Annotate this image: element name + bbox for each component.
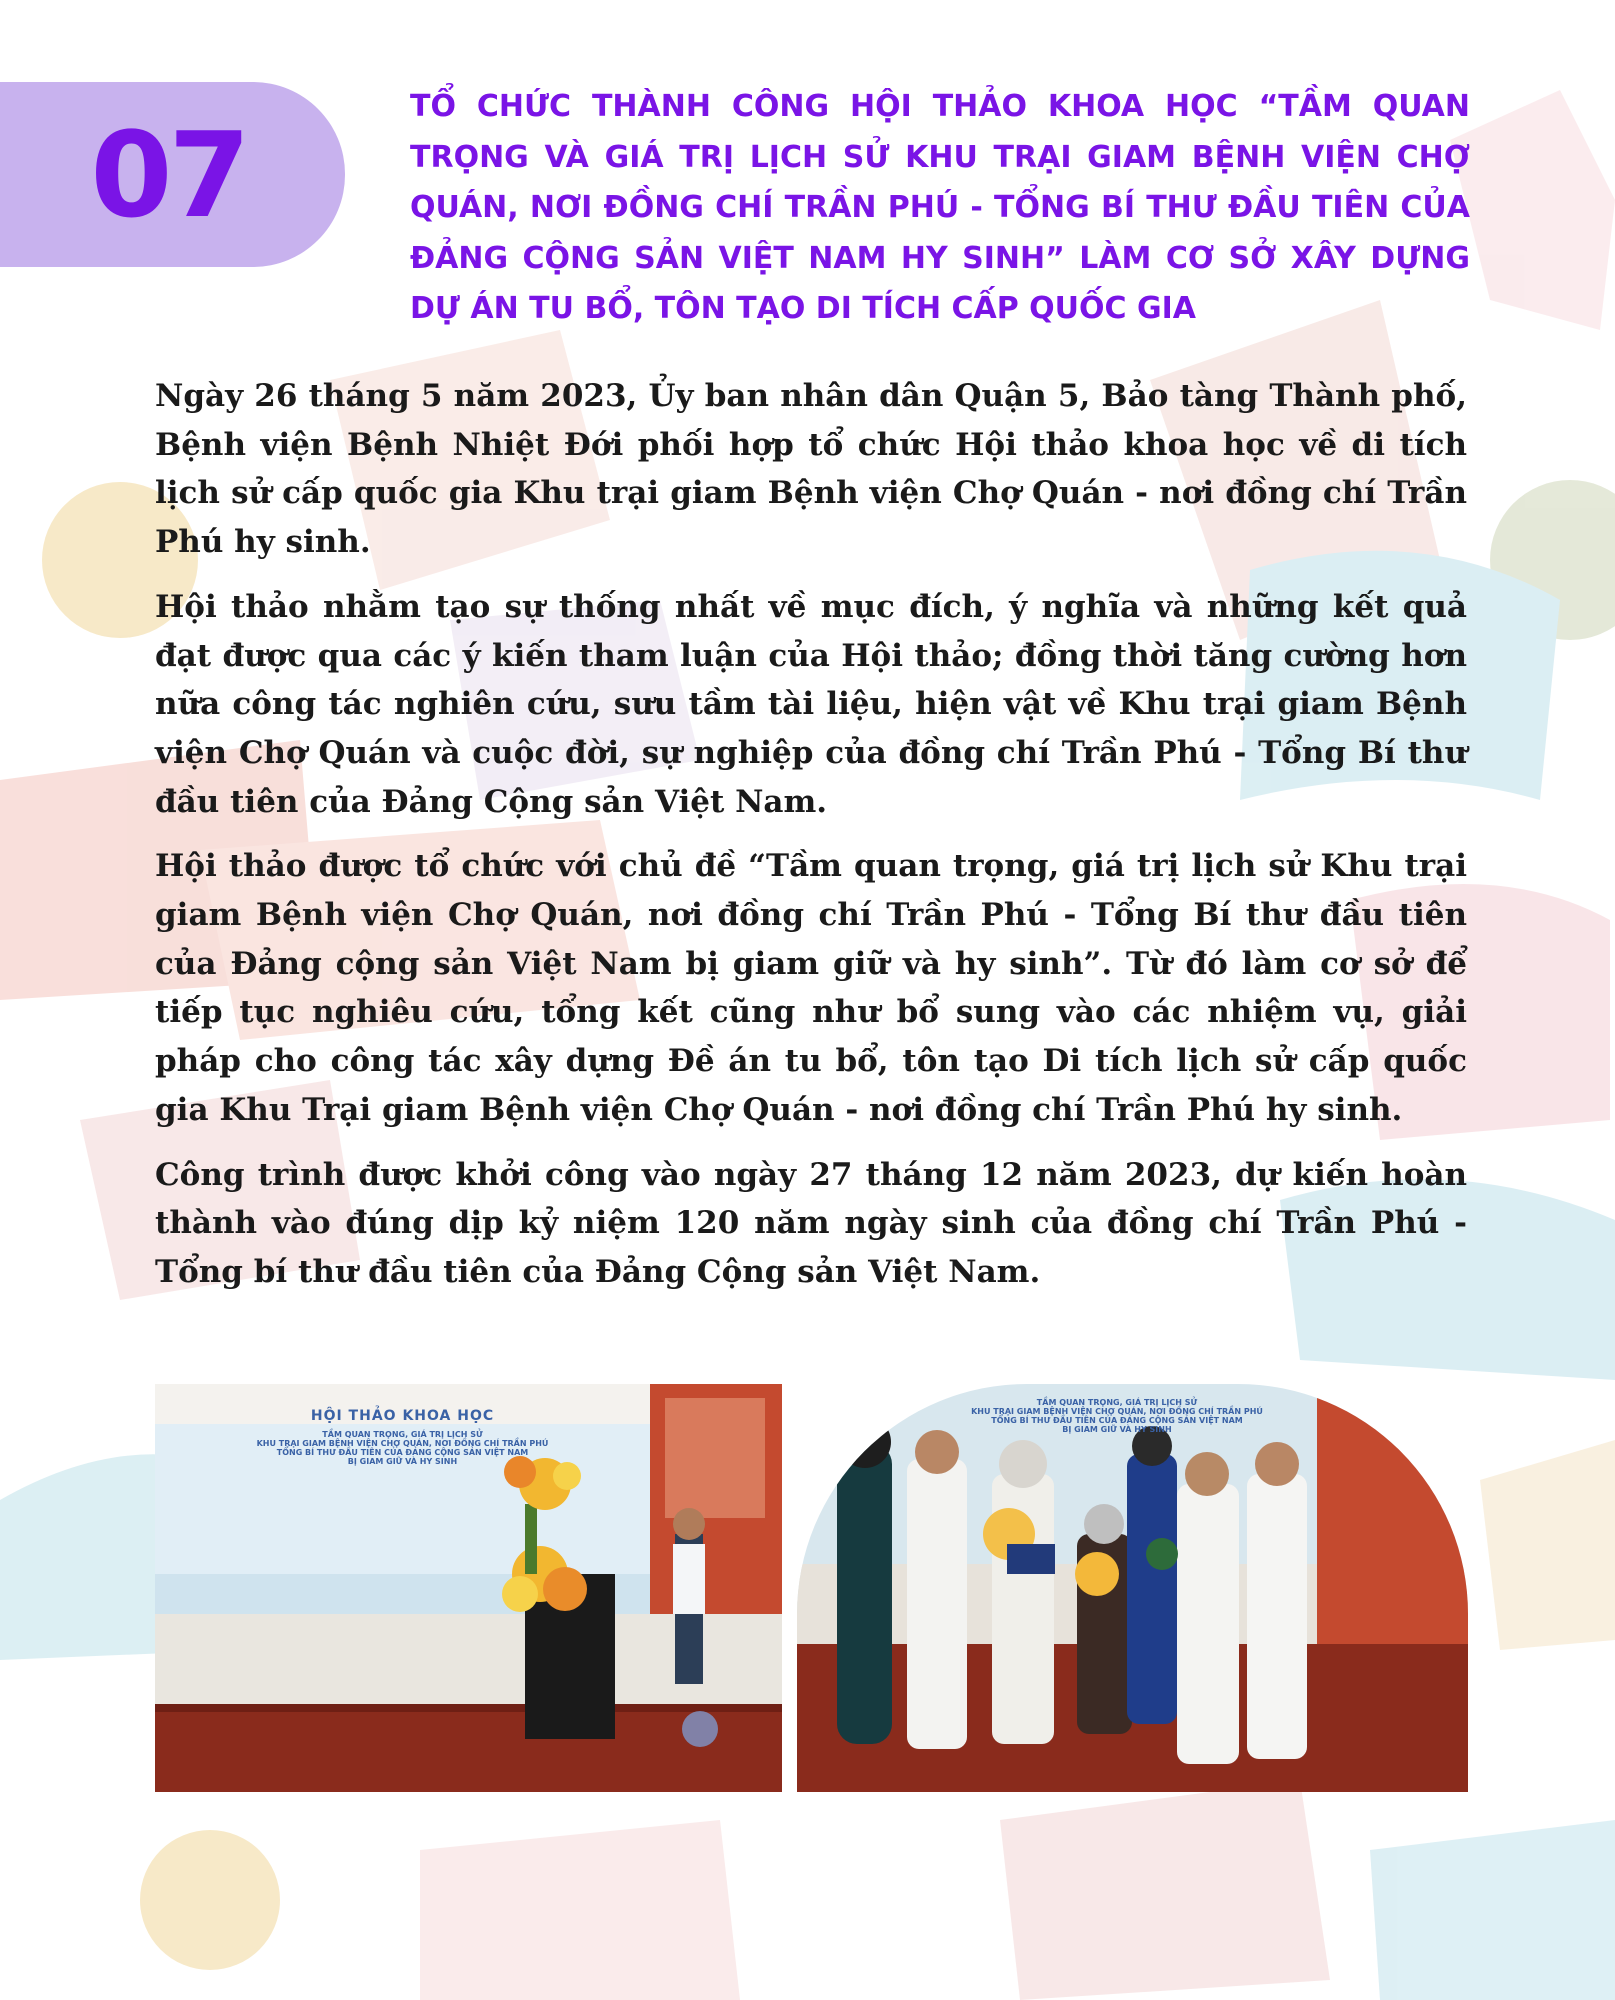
paragraph-1: Ngày 26 tháng 5 năm 2023, Ủy ban nhân dân Quận 5, Bảo tàng Thành phố, Bệnh viện Bệnh Nhiệt Đới phối hợp tổ chức Hội thảo khoa học về di tích lịch sử cấp quốc gia Khu trại giam Bệnh viện Chợ Quán - nơi đồng chí Trần Phú hy sinh. bbox=[155, 378, 1467, 561]
banner-line-3: TỔNG BÍ THƯ ĐẦU TIÊN CỦA ĐẢNG CỘNG SẢN VIỆT NAM bbox=[276, 1448, 529, 1457]
photo-group-flowers bbox=[797, 1384, 1468, 1792]
banner-line-2: KHU TRẠI GIAM BỆNH VIỆN CHỢ QUÁN, NƠI ĐỒNG CHÍ TRẦN PHÚ bbox=[256, 1439, 549, 1448]
photo-workshop-stage bbox=[155, 1384, 782, 1792]
banner-subtitle: TẦM QUAN TRỌNG, GIÁ TRỊ LỊCH SỬ bbox=[322, 1430, 483, 1439]
paragraph-2: Hội thảo nhằm tạo sự thống nhất về mục đích, ý nghĩa và những kết quả đạt được qua các ý kiến tham luận của Hội thảo; đồng thời tăng cường hơn nữa công tác nghiên cứu, sưu tầm tài liệu, hiện vật về Khu trại giam Bệnh viện Chợ Quán và cuộc đời, sự nghiệp của đồng chí Trần Phú - Tổng Bí thư đầu tiên của Đảng Cộng sản Việt Nam. bbox=[155, 588, 1467, 820]
banner-line-4: BỊ GIAM GIỮ VÀ HY SINH bbox=[347, 1457, 458, 1466]
banner-subtitle: TẦM QUAN TRỌNG, GIÁ TRỊ LỊCH SỬ bbox=[1036, 1398, 1198, 1407]
section-title: TỔ CHỨC THÀNH CÔNG HỘI THẢO KHOA HỌC “TẦM QUAN TRỌNG VÀ GIÁ TRỊ LỊCH SỬ KHU TRẠI GIAM BỆNH VIỆN CHỢ QUÁN, NƠI ĐỒNG CHÍ TRẦN PHÚ - TỔNG BÍ THƯ ĐẦU TIÊN CỦA ĐẢNG CỘNG SẢN VIỆT NAM HY SINH” LÀM CƠ SỞ XÂY DỰNG DỰ ÁN TU BỔ, TÔN TẠO DI TÍCH CẤP QUỐC GIA bbox=[410, 89, 1470, 326]
paragraph-3: Hội thảo được tổ chức với chủ đề “Tầm quan trọng, giá trị lịch sử Khu trại giam Bệnh viện Chợ Quán, nơi đồng chí Trần Phú - Tổng Bí thư đầu tiên của Đảng cộng sản Việt Nam bị giam giữ và hy sinh”. Từ đó làm cơ sở để tiếp tục nghiêu cứu, tổng kết cũng như bổ sung vào các nhiệm vụ, giải pháp cho công tác xây dựng Đề án tu bổ, tôn tạo Di tích lịch sử cấp quốc gia Khu Trại giam Bệnh viện Chợ Quán - nơi đồng chí Trần Phú hy sinh. bbox=[155, 848, 1467, 1128]
article-body bbox=[155, 372, 1467, 1313]
banner-line-2: KHU TRẠI GIAM BỆNH VIỆN CHỢ QUÁN, NƠI ĐỒNG CHÍ TRẦN PHÚ bbox=[971, 1407, 1263, 1416]
banner-line-3: TỔNG BÍ THƯ ĐẦU TIÊN CỦA ĐẢNG CỘNG SẢN VIỆT NAM bbox=[991, 1416, 1243, 1425]
section-number: 07 bbox=[90, 105, 247, 244]
banner-line-4: BỊ GIAM GIỮ VÀ HY SINH bbox=[1062, 1425, 1172, 1434]
banner-heading: HỘI THẢO KHOA HỌC bbox=[310, 1408, 495, 1424]
section-number-tab bbox=[0, 82, 345, 267]
paragraph-4: Công trình được khởi công vào ngày 27 tháng 12 năm 2023, dự kiến hoàn thành vào đúng dịp kỷ niệm 120 năm ngày sinh của đồng chí Trần Phú - Tổng bí thư đầu tiên của Đảng Cộng sản Việt Nam. bbox=[155, 1156, 1467, 1290]
